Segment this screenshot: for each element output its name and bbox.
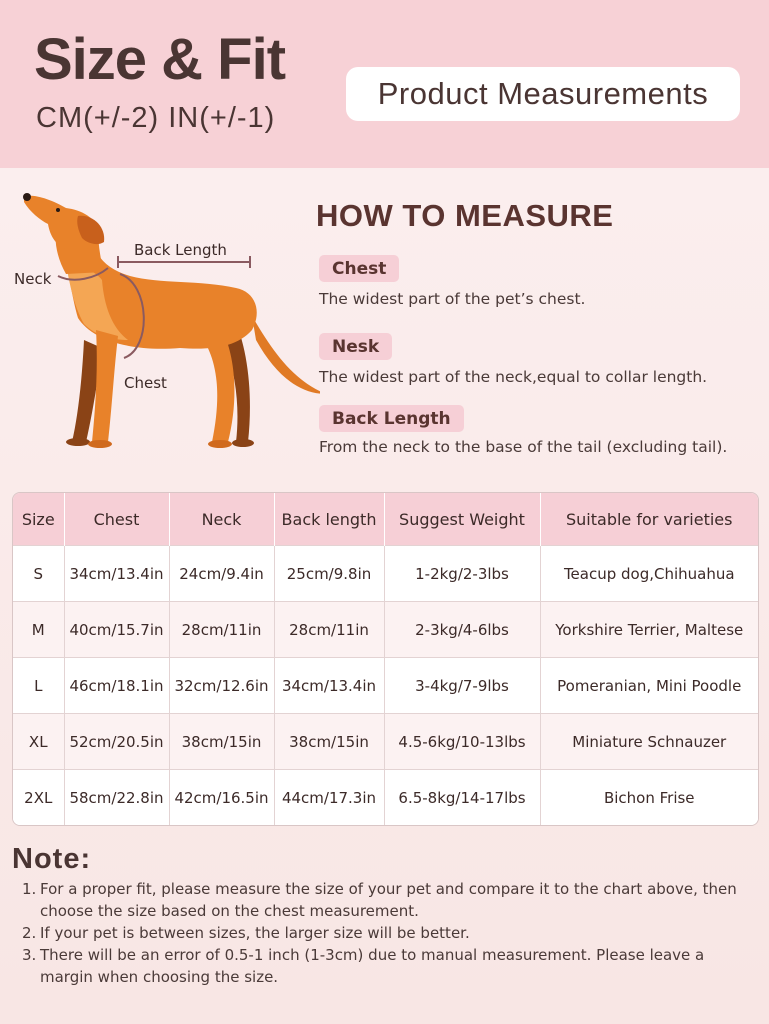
tolerance-subtitle: CM(+/-2) IN(+/-1): [36, 102, 276, 134]
table-row: [13, 546, 758, 602]
cell-varieties: Bichon Frise: [540, 770, 758, 826]
dog-paw: [66, 438, 90, 446]
diagram-label-back-length: Back Length: [134, 241, 227, 259]
header-suggest-weight: Suggest Weight: [384, 493, 540, 546]
dog-diagram: [0, 180, 320, 470]
desc-neck: The widest part of the neck,equal to collar length.: [319, 368, 708, 386]
note-title: Note:: [12, 843, 92, 875]
desc-chest: The widest part of the pet’s chest.: [319, 290, 586, 308]
note-list: [22, 878, 757, 988]
note-text: If your pet is between sizes, the larger size will be better.: [40, 924, 470, 942]
cell-varieties: Pomeranian, Mini Poodle: [540, 658, 758, 714]
dog-paw: [88, 440, 112, 448]
cell-neck: 28cm/11in: [169, 602, 274, 658]
tag-neck: Nesk: [319, 333, 392, 360]
table-row: [13, 602, 758, 658]
diagram-label-neck: Neck: [14, 270, 52, 288]
cell-back-length: 44cm/17.3in: [274, 770, 384, 826]
dog-paw: [208, 440, 232, 448]
header-size: Size: [13, 493, 64, 546]
dog-nose: [23, 193, 31, 201]
tag-chest: Chest: [319, 255, 399, 282]
diagram-label-chest: Chest: [124, 374, 167, 392]
cell-neck: 38cm/15in: [169, 714, 274, 770]
note-text: For a proper fit, please measure the size of your pet and compare it to the chart above, then choose the size based on the chest measurement.: [40, 880, 737, 920]
header-back-length: Back length: [274, 493, 384, 546]
header-chest: Chest: [64, 493, 169, 546]
note-item: [22, 944, 757, 988]
product-measurements-badge: Product Measurements: [346, 67, 740, 121]
cell-chest: 40cm/15.7in: [64, 602, 169, 658]
cell-back-length: 38cm/15in: [274, 714, 384, 770]
cell-neck: 42cm/16.5in: [169, 770, 274, 826]
cell-neck: 32cm/12.6in: [169, 658, 274, 714]
cell-chest: 34cm/13.4in: [64, 546, 169, 602]
table-row: [13, 714, 758, 770]
header-band: [0, 0, 769, 168]
header-neck: Neck: [169, 493, 274, 546]
note-number: 3.: [22, 946, 37, 964]
cell-weight: 6.5-8kg/14-17lbs: [384, 770, 540, 826]
cell-chest: 58cm/22.8in: [64, 770, 169, 826]
cell-varieties: Teacup dog,Chihuahua: [540, 546, 758, 602]
tag-back-length: Back Length: [319, 405, 464, 432]
cell-size: 2XL: [13, 770, 64, 826]
cell-chest: 46cm/18.1in: [64, 658, 169, 714]
cell-neck: 24cm/9.4in: [169, 546, 274, 602]
dog-tail: [252, 316, 320, 394]
cell-varieties: Yorkshire Terrier, Maltese: [540, 602, 758, 658]
size-chart-table: [12, 492, 759, 826]
page-title: Size & Fit: [34, 27, 286, 92]
note-number: 1.: [22, 880, 37, 898]
cell-weight: 4.5-6kg/10-13lbs: [384, 714, 540, 770]
note-text: There will be an error of 0.5-1 inch (1-3cm) due to manual measurement. Please leave a margin when choosing the size.: [40, 946, 705, 986]
cell-size: S: [13, 546, 64, 602]
table-row: [13, 658, 758, 714]
cell-weight: 1-2kg/2-3lbs: [384, 546, 540, 602]
desc-back-length: From the neck to the base of the tail (excluding tail).: [319, 438, 728, 456]
cell-size: XL: [13, 714, 64, 770]
cell-size: L: [13, 658, 64, 714]
dog-eye: [56, 208, 60, 212]
note-item: [22, 878, 757, 922]
cell-chest: 52cm/20.5in: [64, 714, 169, 770]
header-varieties: Suitable for varieties: [540, 493, 758, 546]
cell-varieties: Miniature Schnauzer: [540, 714, 758, 770]
cell-size: M: [13, 602, 64, 658]
cell-back-length: 34cm/13.4in: [274, 658, 384, 714]
note-number: 2.: [22, 924, 37, 942]
dog-paw: [232, 439, 254, 447]
how-to-measure-title: HOW TO MEASURE: [316, 198, 614, 233]
table-header-row: [13, 493, 758, 546]
table-row: [13, 770, 758, 826]
cell-back-length: 25cm/9.8in: [274, 546, 384, 602]
cell-back-length: 28cm/11in: [274, 602, 384, 658]
cell-weight: 2-3kg/4-6lbs: [384, 602, 540, 658]
note-item: [22, 922, 757, 944]
cell-weight: 3-4kg/7-9lbs: [384, 658, 540, 714]
